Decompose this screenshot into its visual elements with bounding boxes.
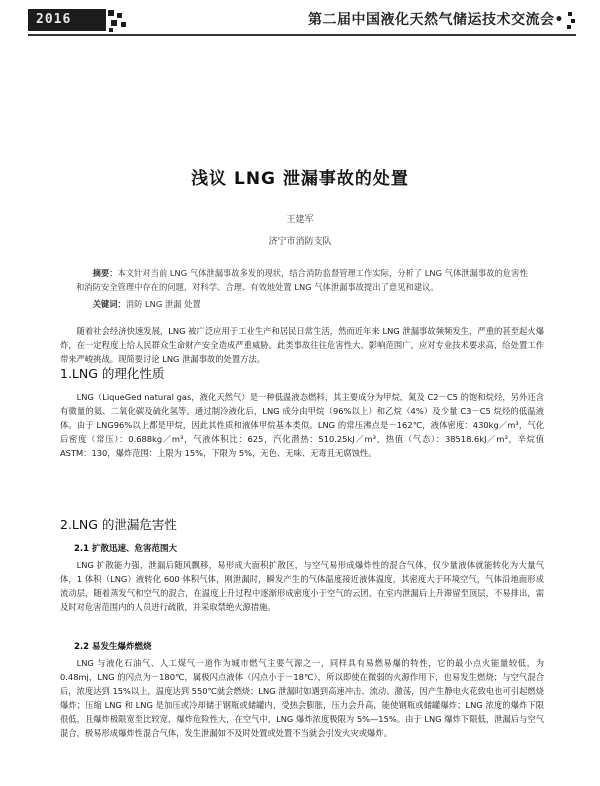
decorative-squares-icon: [108, 10, 132, 32]
keywords-text: 消防 LNG 泄漏 处置: [125, 299, 201, 309]
keywords-label: 关键词：: [92, 299, 126, 309]
section-2-1-heading: 2.1 扩散迅速、危害范围大: [74, 544, 178, 554]
page-header: [28, 7, 576, 35]
abstract-label: 摘要：: [92, 268, 118, 278]
keywords: [76, 298, 528, 310]
section-2-2-heading: 2.2 易发生爆炸燃烧: [74, 642, 152, 652]
section-1-paragraph: LNG（LiqueGed natural gas，液化天然气）是一种低温液态燃料，其主要成分为甲烷，氮及 C2－C5 的饱和烷烃，另外还含有微量的氦、二氧化碳及硫化氢等。通过制冷液化后，LNG 成分由甲烷（96%以上）和乙烷（4%）及少量 C3－C5 烷烃的低温液体。由于 LNG96%以上都是甲烷，因此其性质和液体甲烷基本类似。LNG 的常压沸点是－162℃，液体密度：430kg／m³，气化后密度（常压）：0.688kg／m³，气液体积比：625，汽化潜热：510.25kJ／m³，热值（气态）：38518.6kJ／m³，辛烷值 ASTM：130，爆炸范围：上限为 15%，下限为 5%，无色、无味、无毒且无腐蚀性。: [60, 392, 544, 458]
abstract: [76, 266, 528, 294]
section-2-heading: 2.LNG 的泄漏危害性: [60, 517, 177, 532]
intro-paragraph: 随着社会经济快速发展，LNG 被广泛应用于工业生产和居民日常生活，然而近年来 LNG 泄漏事故频频发生，严重的甚至起火爆炸，在一定程度上给人民群众生命财产安全造成严重威胁。此类事故往往危害性大、影响范围广，应对专业技术要求高，给处置工作带来严峻挑战。现简要讨论 LNG 泄漏事故的处置方法。: [60, 326, 544, 364]
abstract-text: 本文针对当前 LNG 气体泄漏事故多发的现状，结合消防监督管理工作实际，分析了 LNG 气体泄漏事故的危害性和消防安全管理中存在的问题，对科学、合理、有效地处置 LNG 气体泄漏事故提出了意见和建议。: [76, 268, 528, 292]
section-2-1-paragraph: LNG 扩散能力强，泄漏后随风飘移，易形成大面积扩散区，与空气易形成爆炸性的混合气体，仅少量液体就能转化为大量气体，1 体积（LNG）液转化 600 体积气体，刚泄漏时，瞬发产生的气体温度接近液体温度，其密度大于环境空气，气体沿地面形成流动层，随着蒸发气和空气的混合，在温度上升过程中逐渐形成密度小于空气的云团，在室内泄漏后上升滞留至顶层，不易排出，需及时对危害范围内的人员进行疏散，并采取禁绝火源措施。: [60, 560, 544, 612]
article-title: 浅议 LNG 泄漏事故的处置: [191, 169, 409, 189]
author-name: 王建军: [286, 215, 314, 225]
header-rule: [28, 34, 576, 36]
header-dots-icon: [566, 12, 576, 30]
section-1-heading: 1.LNG 的理化性质: [60, 366, 165, 381]
year-badge: 2016: [28, 9, 106, 31]
author-affiliation: 济宁市消防支队: [268, 237, 332, 247]
conference-title: 第二届中国液化天然气储运技术交流会•: [308, 12, 564, 28]
section-2-2-paragraph: LNG 与液化石油气、人工煤气一道作为城市燃气主要气源之一，同样具有易燃易爆的特性，它的最小点火能量较低，为 0.48mj，LNG 的闪点为－180℃，属极闪点液体（闪点小于－18℃），所以即使在微弱的火源作用下，也易发生燃烧；与空气混合后，浓度达到 15%以上，温度达到 550℃就会燃烧；LNG 泄漏时如遇到高速冲击、流动、激荡，因产生静电火花致电也可引起燃烧爆炸；压缩 LNG 和 LNG 是加压或冷却储于钢瓶或储罐内，受热会膨胀，压力会升高，能使钢瓶或储罐爆炸；LNG 浓度的爆炸下限很低，且爆炸极限宽至比较宽，爆炸危险性大，在空气中，LNG 爆炸浓度极限为 5%—15%。由于 LNG 爆炸下限低，泄漏后与空气混合，极易形成爆炸性混合气体，发生泄漏如不及时处置或处置不当就会引发火灾或爆炸。: [60, 658, 544, 738]
